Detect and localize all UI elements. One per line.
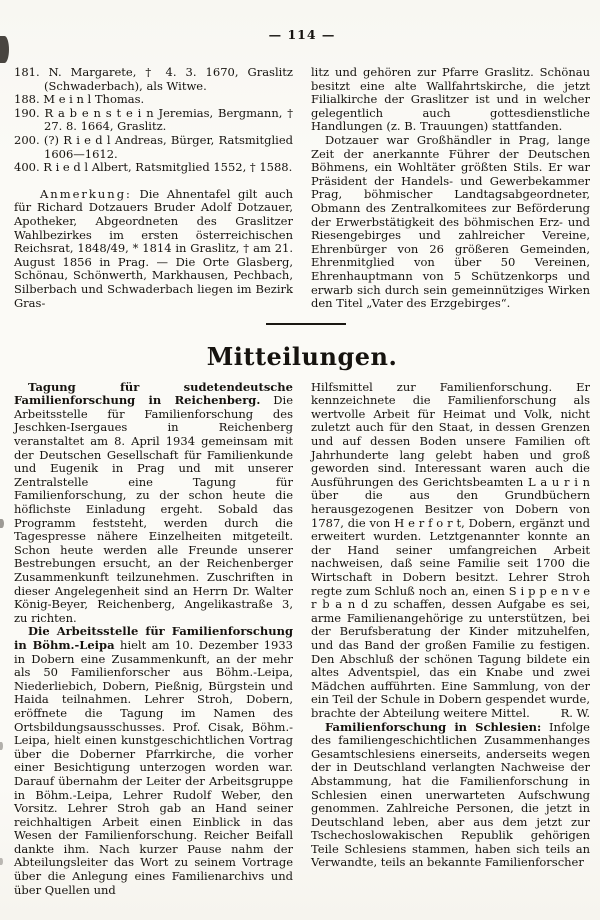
- continuation-paragraph: litz und gehören zur Pfarre Graslitz. Schönau besitzt eine alte Wallfahrtskirche, die jetzt Filialkirche der Graslitzer ist und in welcher gelegentlich auch gottesdienstliche Handlungen (z. B. Trauungen) stattfanden.: [311, 65, 590, 134]
- right-column: [311, 381, 590, 898]
- note-lead: Anmerkung:: [40, 186, 132, 201]
- paragraph-lead: Die Arbeitsstelle für Familienforschung in Böhm.-Leipa: [14, 624, 293, 652]
- ancestor-list: [14, 66, 293, 175]
- list-item: 188. M e i n l Thomas.: [14, 92, 145, 107]
- list-item: 190. R a b e n s t e i n Jeremias, Bergmann, † 27. 8. 1664, Graslitz.: [14, 105, 293, 134]
- left-column: [14, 66, 293, 311]
- scan-artifact: [0, 742, 3, 750]
- scan-artifact: [0, 519, 4, 528]
- tagung-paragraph: [14, 381, 293, 626]
- continuation-paragraph: [311, 381, 590, 721]
- paragraph-text: Hilfsmittel zur Familienforschung. Er kennzeichnete die Familienforschung als wertvolle Arbeit für Heimat und Volk, nicht zuletzt auch für den Staat, in dessen Grenzen und auf dessen Boden unsere Familien oft Jahrhunderte lang gelebt haben und groß geworden sind. Interessant waren auch die Ausführungen des Gerichtsbeamten L a u r i n über die aus den Grundbüchern herausgezogenen Besitzer von Dobern von 1787, die von H e r f o r t, Dobern, ergänzt und erweitert wurden. Letztgenannter konnte an der Hand seiner umfangreichen Arbeit nachweisen, daß seine Familie seit 1700 die Wirtschaft in Dobern besitzt. Lehrer Stroh regte zum Schluß noch an, einen S i p p e n v e r b a n d zu schaffen, dessen Aufgabe es sei, arme Familienangehörige zu unterstützen, bei der Berufsberatung der Kinder mitzuhelfen, und das Band der großen Familie zu festigen. Den Abschluß der schönen Tagung bildete ein altes Adventspiel, das ein Knabe und zwei Mädchen aufführten. Eine Sammlung, von der ein Teil der Schule in Dobern gespendet wurde, brachte der Abteilung weitere Mittel.: [311, 379, 590, 720]
- scan-artifact: [0, 36, 9, 63]
- note-paragraph: [14, 188, 293, 310]
- scan-artifact: [0, 858, 3, 865]
- note-text: Die Ahnentafel gilt auch für Richard Dotzauers Bruder Adolf Dotzauer, Apotheker, Abgeordneten des Graslitzer Wahlbezirkes im ersten österreichischen Reichsrat, 1848/49, * 1814 in Graslitz, † am 21. August 1856 in Prag. — Die Orte Glasberg, Schönau, Schönwerth, Markhausen, Pechbach, Silberbach und Schwaderbach liegen im Bezirk Gras-: [14, 186, 293, 310]
- paragraph-lead: Familienforschung in Schlesien:: [325, 719, 542, 734]
- paragraph-text: Infolge des familiengeschichtlichen Zusammenhanges Gesamtschlesiens einerseits, anderseits wegen der in Deutschland verlangten Nachweise der Abstammung, hat die Familienforschung in Schlesien einen unerwarteten Aufschwung genommen. Zahlreiche Personen, die jetzt in Deutschland leben, aber aus dem jetzt zur Tschechoslowakischen Republik gehörigen Teile Schlesiens stammen, haben sich teils an Verwandte, teils an bekannte Familienforscher: [311, 719, 590, 870]
- paragraph-text: Die Arbeitsstelle für Familienforschung des Jeschken-Isergaues in Reichenberg veranstaltet am 8. April 1934 gemeinsam mit der Deutschen Gesellschaft für Familienkunde und Eugenik in Prag und mit unserer Zentralstelle eine Tagung für Familienforschung, zu der schon heute die höflichste Einladung ergeht. Sobald das Programm feststeht, werden durch die Tagespresse nähere Einzelheiten mitgeteilt. Schon heute werden alle Freunde unserer Bestrebungen ersucht, an der Reichenberger Zusammenkunft teilzunehmen. Zuschriften in dieser Angelegenheit sind an Herrn Dr. Walter König-Beyer, Reichenberg, Angelikastraße 3, zu richten.: [14, 393, 293, 625]
- paragraph-lead: Tagung für sudetendeutsche Familienforschung in Reichenberg.: [14, 379, 293, 408]
- paragraph-text: hielt am 10. Dezember 1933 in Dobern eine Zusammenkunft, an der mehr als 50 Familienforscher aus Böhm.-Leipa, Niederliebich, Dobern, Pießnig, Bürgstein und Haida teilnahmen. Lehrer Stroh, Dobern, eröffnete die Tagung im Namen des Ortsbildungsausschusses. Prof. Cisak, Böhm.-Leipa, hielt einen kunstgeschichtlichen Vortrag über die Doberner Pfarrkirche, die vorher einer Besichtigung unterzogen worden war. Darauf übernahm der Leiter der Arbeitsgruppe in Böhm.-Leipa, Lehrer Rudolf Weber, den Vorsitz. Lehrer Stroh gab an Hand seiner reichhaltigen Arbeit einen Einblick in das Wesen der Familienforschung. Reicher Beifall dankte ihm. Nach kurzer Pause nahm der Abteilungsleiter das Wort zu seinem Vortrage über die Anlegung eines Familienarchivs und über Quellen und: [14, 637, 293, 897]
- left-column: [14, 381, 293, 898]
- ancestor-section: [14, 66, 590, 311]
- section-heading: Mitteilungen.: [206, 341, 398, 371]
- list-item: 181. N. Margarete, † 4. 3. 1670, Graslitz (Schwaderbach), als Witwe.: [14, 65, 293, 93]
- author-initials: R. W.: [560, 705, 590, 720]
- page-number: — 114 —: [268, 27, 336, 42]
- schlesien-paragraph: [311, 721, 590, 871]
- mitteilungen-section: [14, 381, 590, 898]
- right-column: [311, 66, 590, 311]
- arbeitsstelle-paragraph: [14, 625, 293, 897]
- list-item: 400. R i e d l Albert, Ratsmitglied 1552, † 1588.: [14, 160, 293, 175]
- dotzauer-paragraph: Dotzauer war Großhändler in Prag, lange Zeit der anerkannte Führer der Deutschen Böhmens, ein Wohltäter größten Stils. Er war Präsident der Handels- und Gewerbekammer Prag, böhmischer Landtagsabgeordneter, Obmann des Zentralkomitees zur Beförderung der Erwerbstätigkeit des böhmischen Erz- und Riesengebirges und zahlreicher Vereine, Ehrenbürger von 26 größeren Gemeinden, Ehrenmitglied von über 50 Vereinen, Ehrenhauptmann von 5 Schützenkorps und erwarb sich durch sein gemeinnütziges Wirken den Titel „Vater des Erzgebirges“.: [311, 132, 590, 311]
- section-divider: [266, 323, 346, 325]
- list-item: 200. (?) R i e d l Andreas, Bürger, Ratsmitglied 1606—1612.: [14, 132, 293, 161]
